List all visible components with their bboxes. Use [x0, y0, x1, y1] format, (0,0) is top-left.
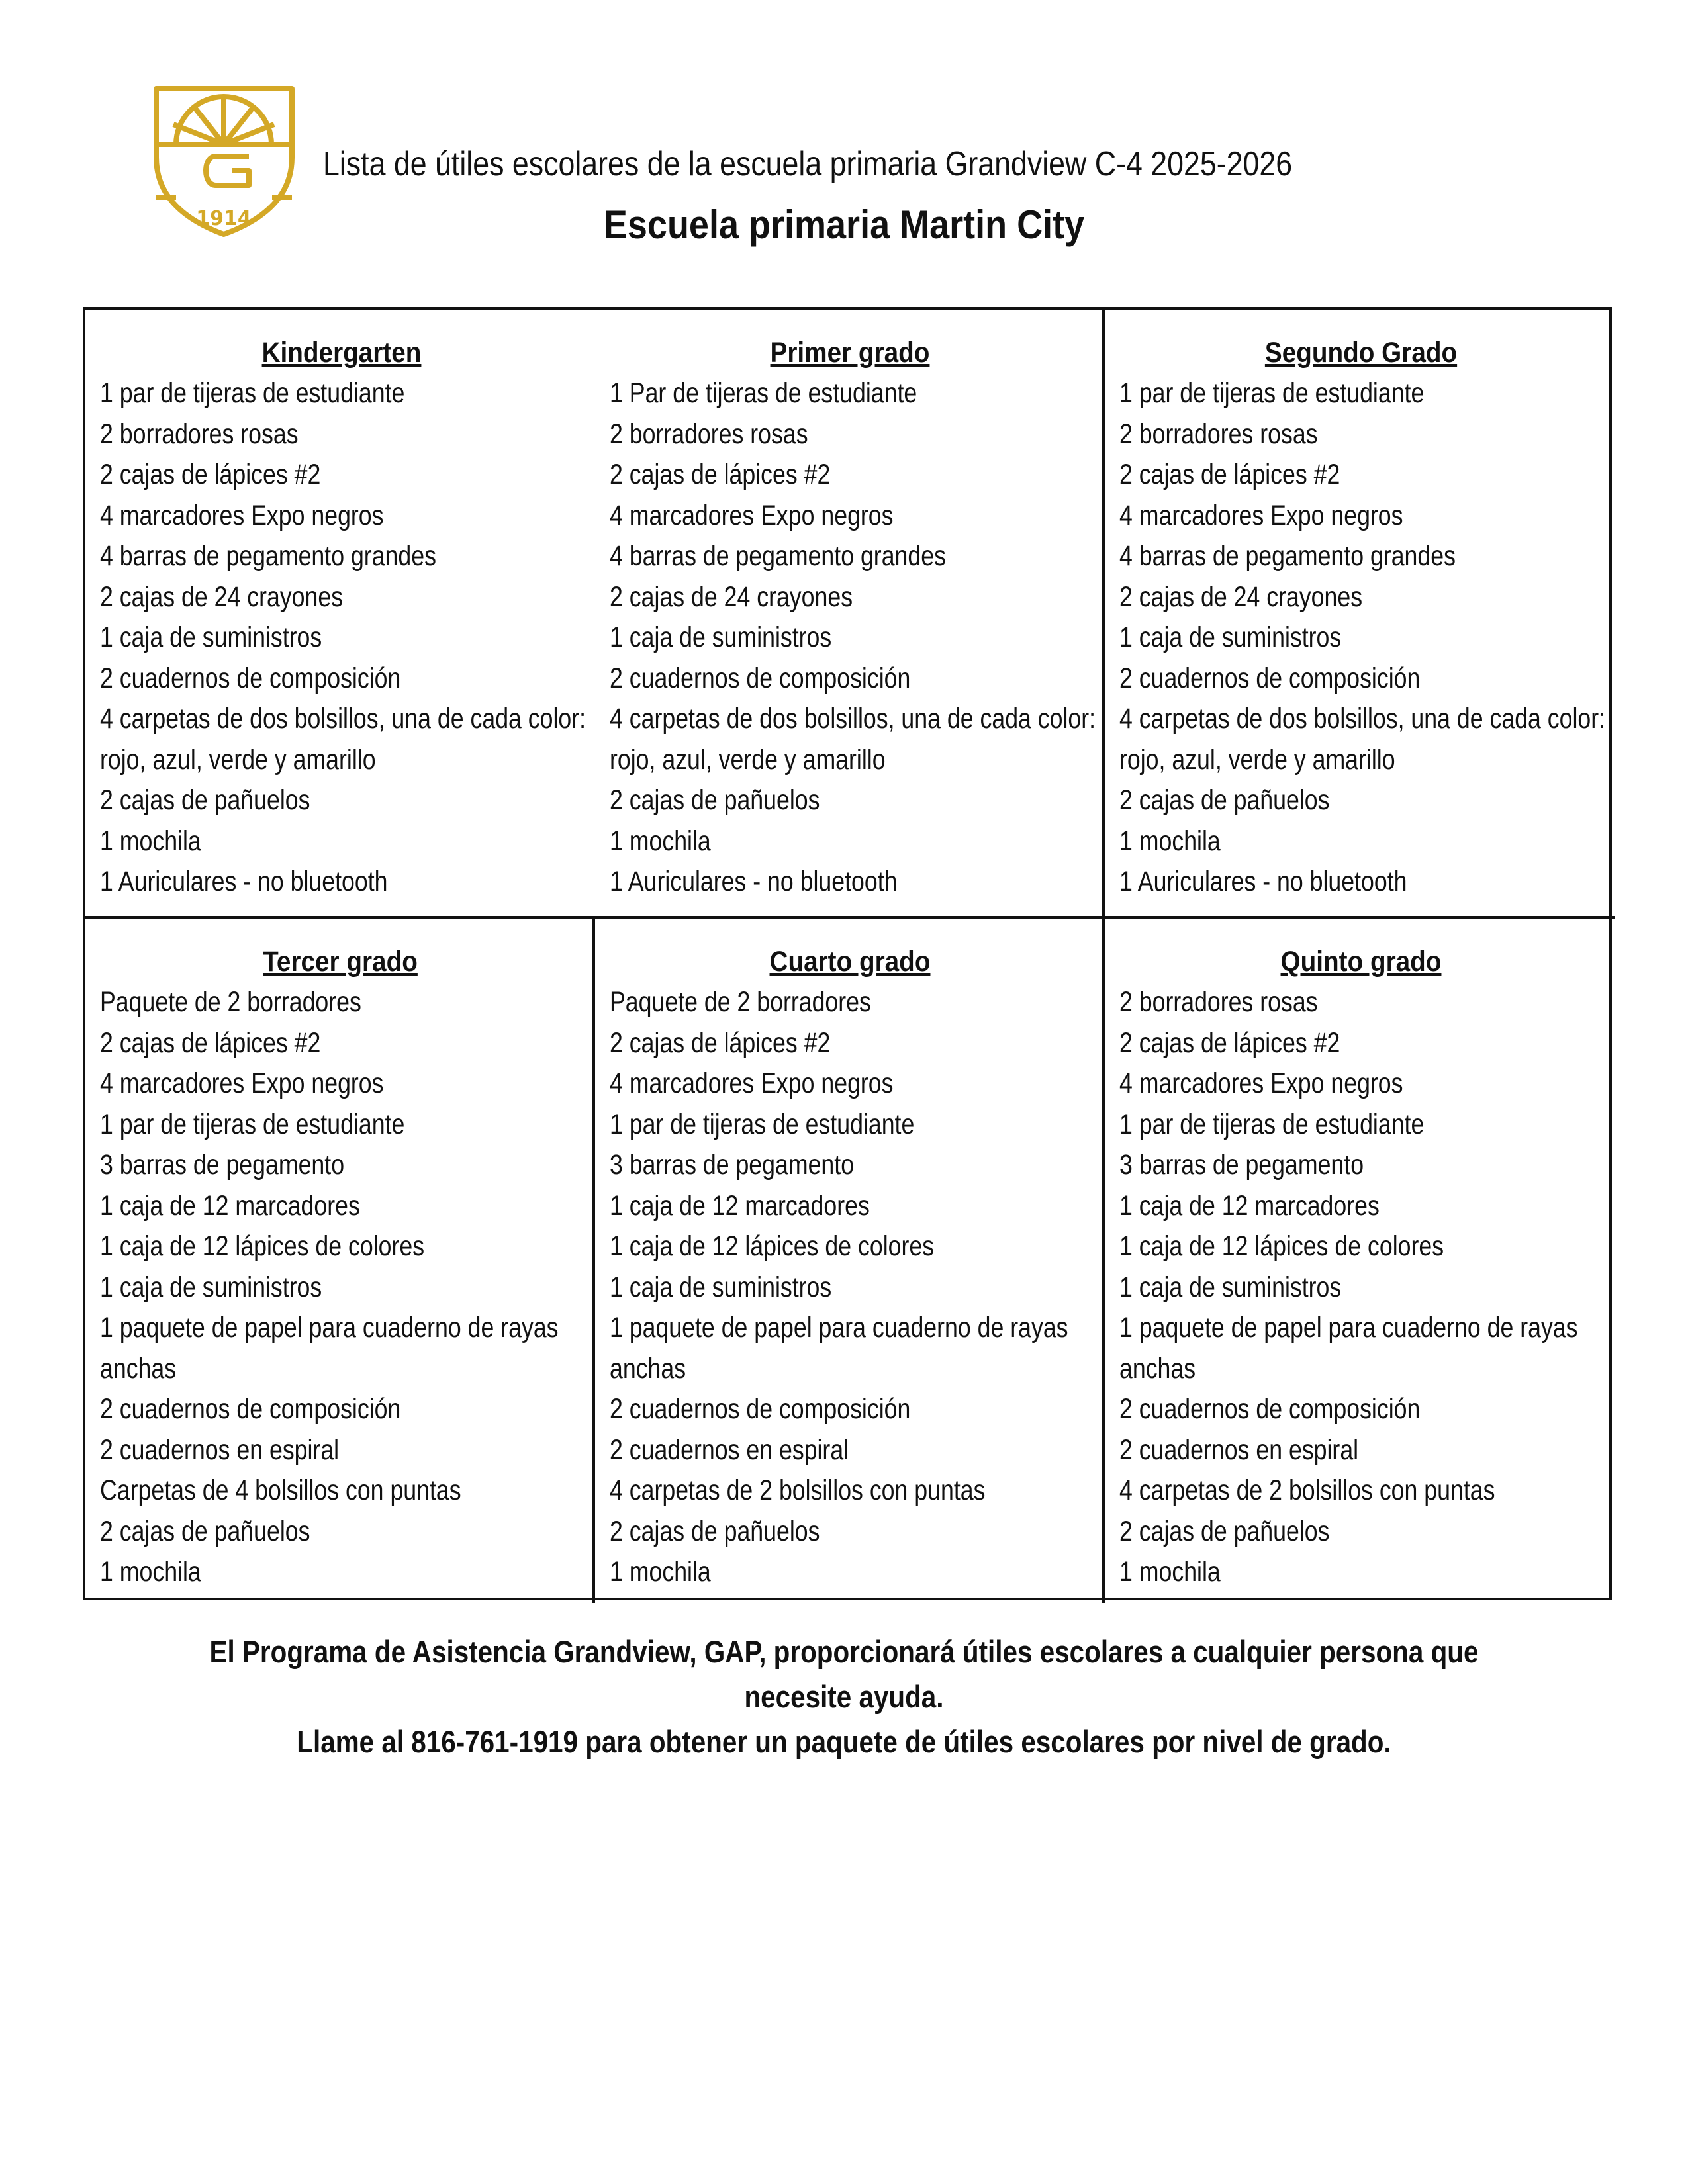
supply-item: 2 cuadernos de composición: [610, 662, 911, 694]
supply-item: 2 borradores rosas: [610, 418, 808, 450]
supply-item: rojo, azul, verde y amarillo: [100, 743, 376, 776]
supply-item: anchas: [610, 1352, 686, 1385]
supply-item: 2 cajas de lápices #2: [1119, 459, 1340, 490]
supply-item: 2 cajas de lápices #2: [610, 459, 831, 490]
supply-item: 2 cajas de pañuelos: [610, 784, 820, 816]
supply-item: 1 par de tijeras de estudiante: [1119, 1108, 1425, 1140]
supply-item: 1 caja de 12 marcadores: [100, 1189, 360, 1222]
supply-item: 1 mochila: [610, 1556, 711, 1588]
supply-item: 1 caja de 12 lápices de colores: [610, 1230, 935, 1262]
supply-item: 3 barras de pegamento: [1119, 1149, 1364, 1181]
supply-item: 3 barras de pegamento: [100, 1149, 345, 1181]
supply-item: 1 Auriculares - no bluetooth: [100, 866, 388, 897]
supply-item: 1 Auriculares - no bluetooth: [610, 866, 898, 897]
supply-item: 1 mochila: [1119, 825, 1221, 857]
supply-item: 1 paquete de papel para cuaderno de rayas: [1119, 1312, 1578, 1343]
supply-item: 4 marcadores Expo negros: [100, 499, 384, 531]
supply-item: 2 cajas de pañuelos: [100, 1515, 310, 1547]
supply-item: 2 cuadernos de composición: [100, 1393, 401, 1425]
supply-item: 2 borradores rosas: [1119, 418, 1318, 450]
grade-title: Kindergarten: [261, 337, 422, 369]
grade-title: Segundo Grado: [1264, 337, 1458, 369]
supply-item: 4 barras de pegamento grandes: [1119, 540, 1456, 572]
supply-item: 2 cajas de lápices #2: [100, 459, 321, 490]
assistance-note: [0, 1629, 1688, 1764]
grade-title: Cuarto grado: [769, 946, 931, 978]
supply-item: 4 marcadores Expo negros: [1119, 499, 1403, 531]
supply-item: 4 carpetas de dos bolsillos, una de cada color:: [1119, 703, 1606, 735]
grade-title: Primer grado: [770, 337, 930, 369]
supply-item: 2 cajas de pañuelos: [1119, 1515, 1330, 1547]
supply-grid: [83, 307, 1612, 1600]
supply-item: 1 mochila: [100, 825, 201, 857]
supply-item: 4 carpetas de 2 bolsillos con puntas: [1119, 1475, 1495, 1506]
page-title: Lista de útiles escolares de la escuela primaria Grandview C-4 2025-2026: [323, 145, 1293, 183]
supply-item: 2 borradores rosas: [100, 418, 299, 450]
supply-item: 4 marcadores Expo negros: [100, 1068, 384, 1099]
supply-item: 1 mochila: [100, 1556, 201, 1588]
supply-item: 4 carpetas de dos bolsillos, una de cada color:: [100, 703, 586, 735]
supply-item: rojo, azul, verde y amarillo: [610, 743, 886, 776]
supply-item: 4 carpetas de 2 bolsillos con puntas: [610, 1475, 986, 1506]
supply-item: Paquete de 2 borradores: [100, 986, 361, 1018]
supply-item: 2 cajas de pañuelos: [1119, 784, 1330, 816]
supply-item: 4 marcadores Expo negros: [1119, 1068, 1403, 1099]
supply-item: 2 cuadernos en espiral: [100, 1433, 340, 1466]
supply-item: 2 cajas de lápices #2: [100, 1026, 321, 1059]
grade-cell-first: [595, 310, 1105, 919]
supply-item: 1 caja de 12 lápices de colores: [100, 1230, 425, 1262]
grade-cell-second: [1105, 310, 1615, 919]
supply-item: 1 caja de suministros: [1119, 1271, 1342, 1303]
supply-list: [1119, 982, 1603, 1593]
grade-cell-fifth: [1105, 919, 1615, 1603]
supply-item: 4 barras de pegamento grandes: [610, 540, 946, 572]
supply-list: [610, 982, 1090, 1593]
supply-item: 1 par de tijeras de estudiante: [1119, 377, 1425, 409]
logo-year: 1914: [196, 207, 252, 230]
supply-item: 2 cuadernos de composición: [100, 662, 401, 694]
assistance-phone-line: Llame al 816-761-1919 para obtener un paquete de útiles escolares por nivel de grado.: [297, 1724, 1391, 1759]
supply-item: 1 par de tijeras de estudiante: [610, 1108, 915, 1140]
assistance-line-1: El Programa de Asistencia Grandview, GAP, proporcionará útiles escolares a cualquier persona que: [209, 1634, 1479, 1669]
supply-item: 1 caja de 12 lápices de colores: [1119, 1230, 1444, 1262]
supply-item: 1 mochila: [610, 825, 711, 857]
supply-item: 4 barras de pegamento grandes: [100, 540, 436, 572]
supply-item: 2 cuadernos en espiral: [1119, 1433, 1359, 1466]
grade-cell-kindergarten: [85, 310, 595, 919]
supply-item: 3 barras de pegamento: [610, 1149, 855, 1181]
grade-cell-fourth: [595, 919, 1105, 1603]
school-name: Escuela primaria Martin City: [603, 203, 1085, 247]
supply-item: 1 caja de suministros: [1119, 621, 1342, 653]
supply-item: 2 cajas de pañuelos: [100, 784, 310, 816]
grade-title: Quinto grado: [1280, 946, 1442, 978]
supply-item: 2 cuadernos en espiral: [610, 1433, 849, 1466]
supply-item: 2 cajas de 24 crayones: [1119, 580, 1363, 613]
supply-item: 2 cajas de lápices #2: [1119, 1026, 1340, 1059]
supply-item: 1 caja de suministros: [100, 1271, 322, 1303]
supply-list: [610, 373, 1096, 903]
supply-list: [1119, 373, 1606, 903]
grade-cell-third: [85, 919, 595, 1603]
supply-item: 2 cuadernos de composición: [1119, 662, 1421, 694]
supply-item: 1 par de tijeras de estudiante: [100, 377, 405, 409]
supply-item: 1 Auriculares - no bluetooth: [1119, 866, 1407, 897]
supply-item: 4 marcadores Expo negros: [610, 1068, 894, 1099]
supply-item: 2 cajas de 24 crayones: [610, 580, 853, 613]
supply-list: [100, 982, 581, 1593]
supply-item: 1 mochila: [1119, 1556, 1221, 1588]
supply-list: [100, 373, 586, 903]
supply-item: 2 borradores rosas: [1119, 986, 1318, 1018]
supply-item: 1 paquete de papel para cuaderno de rayas: [610, 1312, 1068, 1343]
supply-item: anchas: [1119, 1352, 1196, 1385]
supply-item: anchas: [100, 1352, 177, 1385]
supply-item: 2 cuadernos de composición: [610, 1393, 911, 1425]
supply-item: 4 carpetas de dos bolsillos, una de cada color:: [610, 703, 1096, 735]
supply-item: 1 par de tijeras de estudiante: [100, 1108, 405, 1140]
supply-item: 1 Par de tijeras de estudiante: [610, 377, 917, 409]
supply-item: 2 cajas de lápices #2: [610, 1026, 831, 1059]
supply-item: 2 cajas de pañuelos: [610, 1515, 820, 1547]
supply-item: 1 caja de 12 marcadores: [610, 1189, 870, 1222]
supply-item: rojo, azul, verde y amarillo: [1119, 743, 1395, 776]
supply-item: 1 caja de suministros: [610, 621, 832, 653]
supply-item: 1 caja de suministros: [100, 621, 322, 653]
supply-item: 1 caja de 12 marcadores: [1119, 1189, 1380, 1222]
supply-item: 2 cajas de 24 crayones: [100, 580, 344, 613]
supply-item: 2 cuadernos de composición: [1119, 1393, 1421, 1425]
supply-item: Paquete de 2 borradores: [610, 986, 871, 1018]
supply-item: 1 paquete de papel para cuaderno de rayas: [100, 1312, 559, 1343]
grade-title: Tercer grado: [263, 946, 418, 978]
supply-item: 4 marcadores Expo negros: [610, 499, 894, 531]
supply-item: Carpetas de 4 bolsillos con puntas: [100, 1475, 461, 1506]
supply-item: 1 caja de suministros: [610, 1271, 832, 1303]
assistance-line-2: necesite ayuda.: [744, 1679, 944, 1714]
